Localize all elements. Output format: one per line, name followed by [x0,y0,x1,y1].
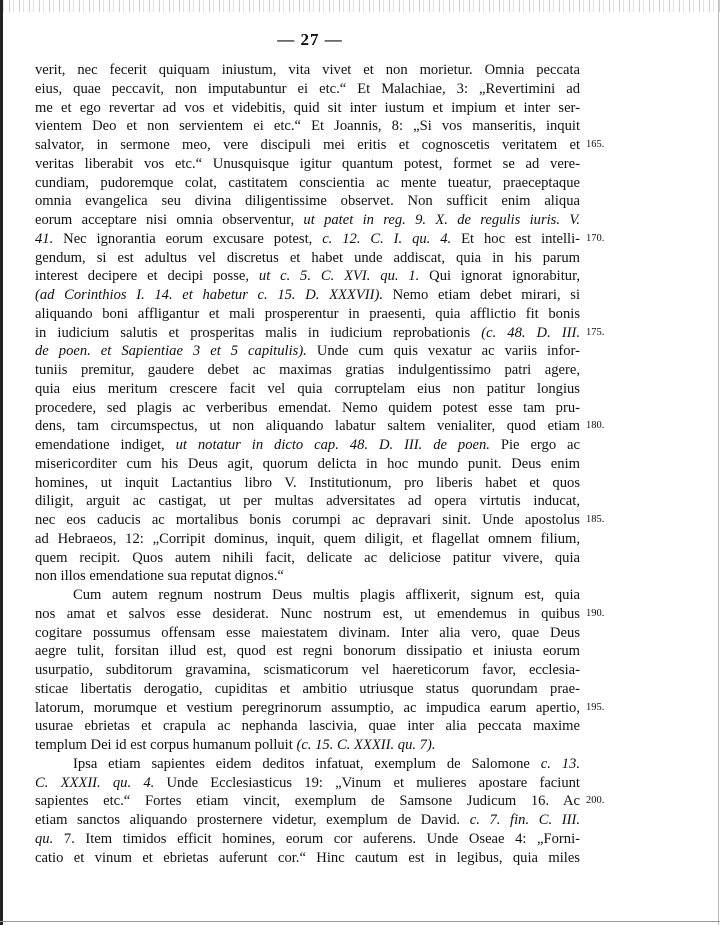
text-line [35,849,580,868]
text-segment: templum Dei id est corpus humanum polluit [35,737,297,753]
text-segment: gendum, si est adultus vel discretus et habet unde addiscat, quia in his parum [35,249,580,266]
text-line [35,586,580,605]
text-segment: catio et vinum et ebrietas auferunt cor.“ Hinc cautum est in legibus, quia miles [35,849,580,866]
text-segment: cogitare possumus offensam esse maiestatem divinam. Inter alia vero, quae Deus [35,624,580,641]
text-segment: in iudicium salutis et prosperitas malis in iudicium reprobationis [35,324,482,341]
text-line [35,755,580,774]
line-number: 165. [586,139,605,150]
text-line [35,61,580,80]
text-line [35,455,580,474]
text-line [35,811,580,830]
text-segment: me et ego revertar ad vos et videbitis, quid sit inter iustum et impium et inter ser- [35,99,580,116]
text-segment: Nec ignorantia eorum excusare potest, [53,230,323,247]
citation-text: de poen. et Sapientiae 3 et 5 capitulis). [35,343,307,360]
text-segment: usurpatio, subditorum gravamina, scismaticorum vel haereticorum favor, ecclesia- [35,662,580,678]
text-segment: latorum, morumque et vestium peregrinorum assumptio, ac impudica earum apertio, [35,699,580,716]
text-line [35,492,580,511]
scan-edge-bottom [0,921,720,922]
text-line [35,361,580,380]
text-segment: aegre tulit, forsitan illud est, quod est regni bonorum dissipatio et iniusta eorum [35,643,580,660]
text-segment: usurae ebrietas et crapula ac nephanda lascivia, quae inter alia peccata maxime [35,718,580,735]
text-line [35,305,580,324]
citation-text: (c. 48. D. III. [481,324,580,341]
text-segment: Unde cum quis vexatur ac variis infor- [306,343,580,360]
text-line [35,605,605,624]
text-line [35,699,605,718]
text-line [35,380,580,399]
text-segment: quia eius meritum crescere facit vel quia corruptelam eius non patitur longius [35,380,580,397]
text-segment: etiam sanctos aliquando prosternere videtur, exemplum de David. [35,812,470,828]
text-segment: Pie ergo ac [489,437,580,453]
line-number: 200. [586,795,605,807]
text-line [35,624,580,643]
text-segment: vientem Deo et non servientem ei etc.“ Et Joannis, 8: „Si vos manseritis, inquit [35,118,580,135]
text-line [35,530,580,549]
citation-text: (c. 15. C. XXXII. qu. 7). [296,737,436,753]
text-line [35,549,580,568]
text-segment: sapientes etc.“ Fortes etiam vincit, exemplum de Samsone Judicum 16. Ac [35,793,580,810]
text-segment: salvator, in sermone meo, vere discipuli mei eritis et cognoscetis veritatem et [35,137,580,153]
text-segment: nec eos caducis ac mortalibus bonis corumpi ac depravari sinit. Unde apostolus [35,512,580,528]
text-segment: eorum acceptare nisi omnia observentur, [35,212,304,228]
text-line [35,155,580,174]
text-line [35,136,605,155]
text-segment: Ipsa etiam sapientes eidem deditos infatuat, exemplum de Salomone [73,755,541,772]
citation-text: ut c. 5. C. XVI. qu. 1. [258,268,420,285]
text-segment: dens, tam circumspectus, ut non aliquando labatur saltem venialiter, quod etiam [35,418,580,435]
text-line [35,230,605,249]
scan-edge-left [0,0,3,925]
text-line [35,211,580,230]
text-segment: 7. Item timidos efficit homines, eorum cor auferens. Unde Oseae 4: „Forni- [53,830,580,847]
body-text [35,61,605,867]
text-line [35,680,580,699]
citation-text: ut patet in reg. 9. X. de regulis iuris. V. [303,212,581,228]
citation-text: c. 13. [540,755,580,772]
text-line [35,249,580,268]
text-segment: Nemo etiam debet mirari, si [382,287,580,303]
text-line [35,286,580,305]
line-number: 195. [586,701,605,713]
text-line [35,567,580,586]
scan-edge-top [0,0,720,12]
text-line [35,80,580,99]
text-segment: misericorditer cum his Deus agit, quorum delicta in hoc mundo punit. Deus enim [35,455,580,472]
line-number: 175. [586,326,605,338]
line-number: 190. [586,607,605,619]
text-segment: Cum autem regnum nostrum Deus multis plagis afflixerit, signum est, quia [73,587,580,603]
text-line [35,117,580,136]
text-segment: ad Hebraeos, 12: „Corripit dominus, inquit, quem diligit, et flagellat omnem filium, [35,530,580,547]
text-segment: Qui ignorat ignorabitur, [419,268,580,285]
citation-text: (ad Corinthios I. 14. et habetur c. 15. D. XXXVII). [35,287,383,303]
text-line [35,511,605,530]
text-line [35,324,605,343]
text-segment: non illos emendatione sua reputat dignos.“ [35,568,284,585]
text-segment: procedere, sed plagis ac verberibus emendat. Nemo quidem potest esse tam pru- [35,399,580,416]
text-segment: quem recipit. Quos autem nihili facit, delicate ac deliciose patitur vivere, quia [35,549,580,566]
line-number: 180. [586,420,605,432]
text-line [35,399,580,418]
text-line [35,417,605,436]
text-segment: cundiam, pudoremque colat, castitatem conscientia ac mente tueatur, praeceptaque [35,174,580,191]
text-segment: interest decipere et decipi posse, [35,268,259,285]
text-line [35,99,580,118]
text-line [35,474,580,493]
text-line [35,774,580,793]
citation-text: qu. [35,830,54,847]
line-number: 185. [586,514,605,525]
text-segment: verit, nec fecerit quiquam iniustum, vita vivet et non morietur. Omnia peccata [35,62,580,78]
text-line [35,736,580,755]
text-segment: Unde Ecclesiasticus 19: „Vinum et mulieres apostare faciunt [154,774,580,791]
text-line [35,642,580,661]
text-line [35,174,580,193]
citation-text: c. 7. fin. C. III. [469,812,580,828]
text-line [35,830,580,849]
text-line [35,436,580,455]
line-number: 170. [586,232,605,244]
text-segment: omnia evangelica seu divina diligentissime observet. Non sufficit enim aliqua [35,193,580,210]
text-segment: diligit, arguit ac castigat, ut per multas adversitates ad opera virtutis inducat, [35,493,580,510]
text-segment: veritas liberabit vos etc.“ Unusquisque igitur quantum potest, formet se ad vere- [35,155,580,172]
text-segment: eius, quae peccavit, non imputabuntur ei etc.“ Et Malachiae, 3: „Revertimini ad [35,80,580,97]
text-line [35,267,580,286]
text-line [35,342,580,361]
text-segment: emendatione indiget, [35,437,176,453]
text-segment: tuniis premitur, gaudere debet ac maximas gratias indulgentissimo patri agere, [35,362,580,378]
text-segment: aliquando boni affligantur et mali prosperentur in praesenti, quia afflictio fit bonis [35,305,580,322]
citation-text: C. XXXII. qu. 4. [35,774,155,791]
text-line [35,661,580,680]
text-segment: Et hoc est intelli- [451,230,580,247]
text-line [35,192,580,211]
text-line [35,717,580,736]
citation-text: c. 12. C. I. qu. 4. [322,230,452,247]
citation-text: ut notatur in dicto cap. 48. D. III. de poen. [175,437,490,453]
scan-edge-right [718,0,719,925]
citation-text: 41. [35,230,54,247]
text-line [35,792,605,811]
text-segment: homines, ut inquit Lactantius libro V. Institutionum, pro liberis habet et quos [35,474,580,491]
text-segment: nos amat et salvos esse desiderat. Nunc nostrum est, ut emendemus in quibus [35,605,580,622]
text-segment: sticae libertatis derogatio, cupiditas et ambitio utriusque status quorundam prae- [35,680,580,697]
page-number: — 27 — [277,30,343,49]
